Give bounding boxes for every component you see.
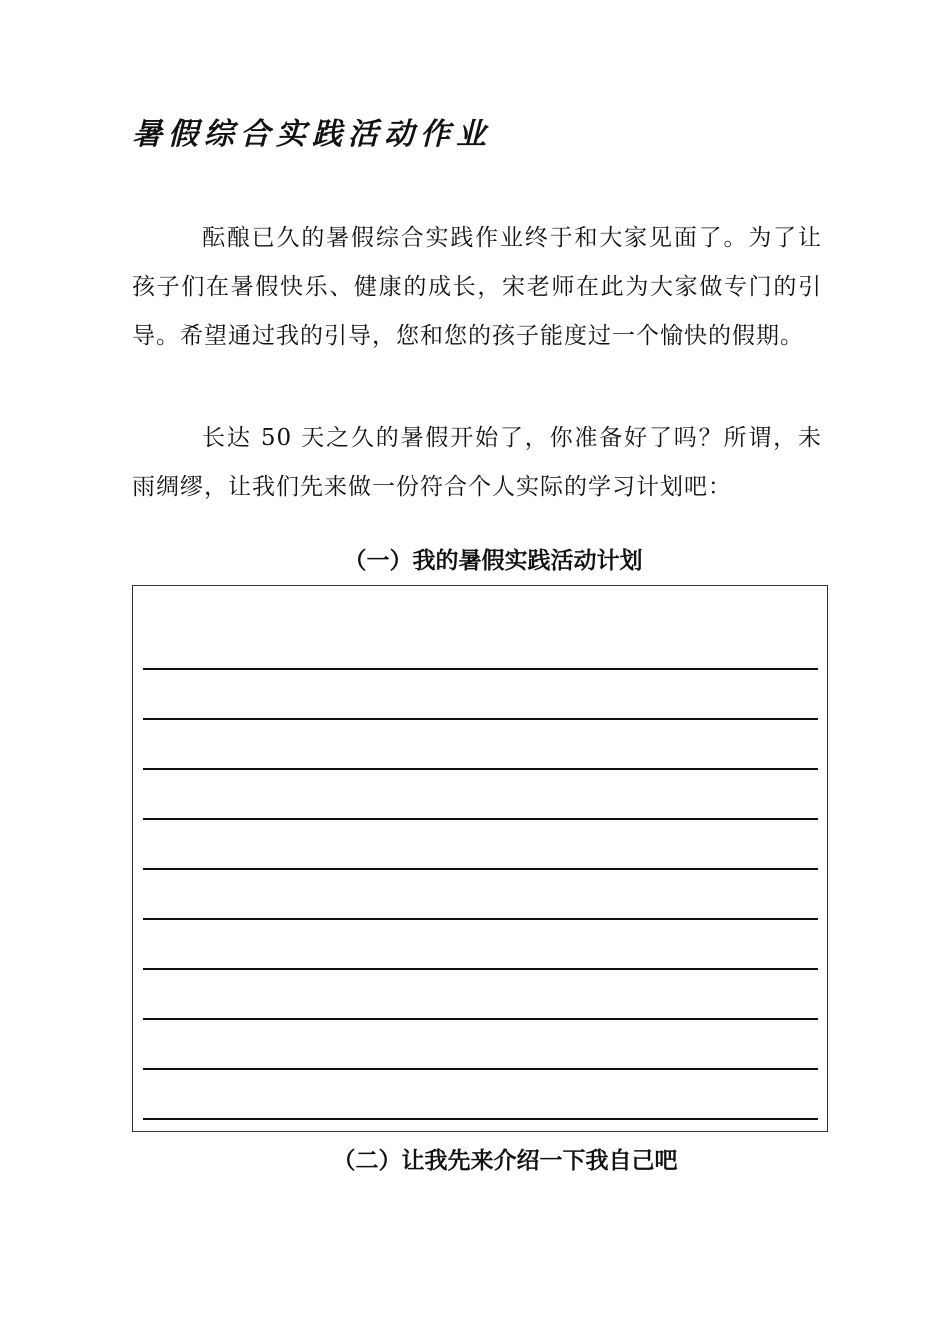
blank-writing-line <box>143 768 818 770</box>
page-title: 暑假综合实践活动作业 <box>132 117 492 152</box>
blank-writing-line <box>143 718 818 720</box>
blank-writing-line <box>143 918 818 920</box>
plan-writing-box[interactable] <box>132 585 828 1132</box>
blank-writing-line <box>143 868 818 870</box>
blank-writing-line <box>143 668 818 670</box>
intro-paragraph: 酝酿已久的暑假综合实践作业终于和大家见面了。为了让孩子们在暑假快乐、健康的成长，宋老师在此为大家做专门的引导。希望通过我的引导，您和您的孩子能度过一个愉快的假期。 <box>132 225 822 349</box>
blank-writing-line <box>143 818 818 820</box>
section-heading-plan: （一）我的暑假实践活动计划 <box>343 547 643 574</box>
blank-writing-line <box>143 1068 818 1070</box>
blank-writing-line <box>143 1018 818 1020</box>
section-heading-self-intro: （二）让我先来介绍一下我自己吧 <box>332 1147 678 1174</box>
blank-writing-line <box>143 968 818 970</box>
blank-writing-line <box>143 1118 818 1120</box>
plan-prompt-paragraph: 长达 50 天之久的暑假开始了，你准备好了吗？所谓，未雨绸缪，让我们先来做一份符合个人实际的学习计划吧： <box>132 425 822 500</box>
